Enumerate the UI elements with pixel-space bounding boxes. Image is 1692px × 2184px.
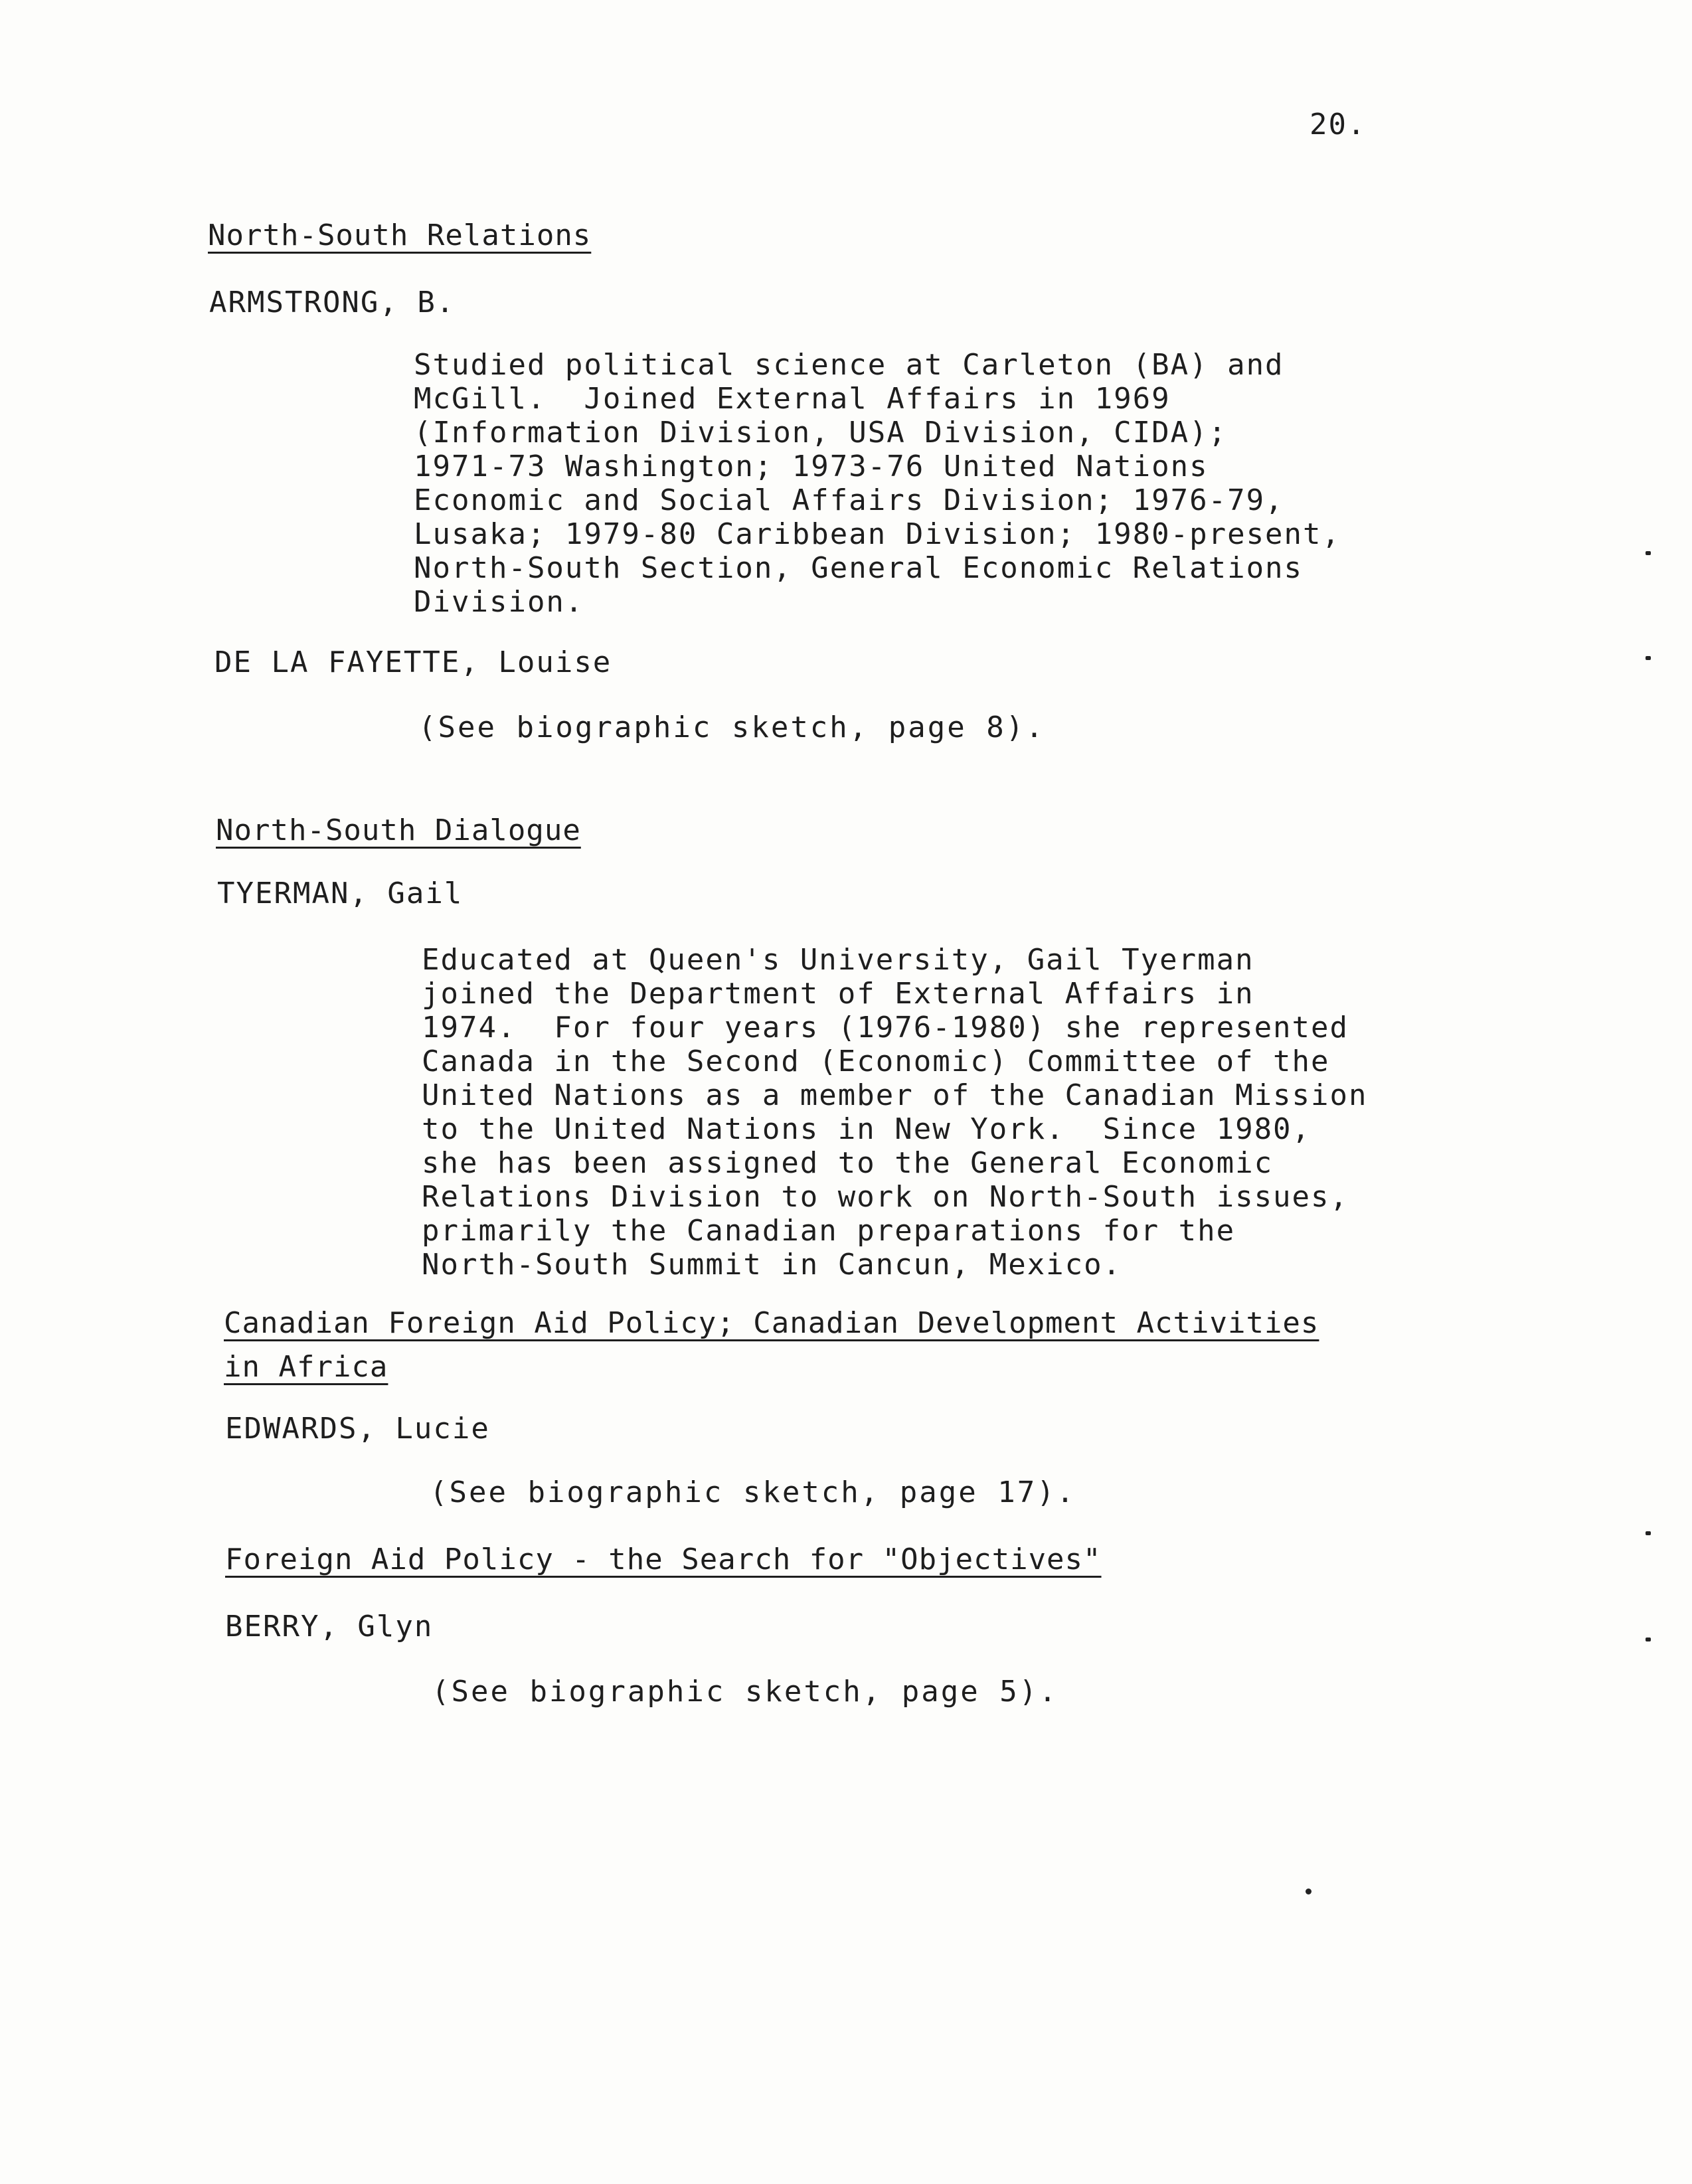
entry-name-armstrong: ARMSTRONG, B. xyxy=(209,286,456,319)
bio-line: Division. xyxy=(414,585,584,619)
bio-line: she has been assigned to the General Economic xyxy=(422,1146,1274,1180)
section-heading-canadian-foreign-aid-policy xyxy=(224,1302,1319,1389)
bio-line: 1974. For four years (1976-1980) she represented xyxy=(422,1011,1349,1045)
bio-line: Studied political science at Carleton (BA) and xyxy=(414,348,1284,382)
bio-line: joined the Department of External Affairs in xyxy=(422,977,1254,1011)
bio-line: primarily the Canadian preparations for the xyxy=(422,1214,1236,1248)
bio-line: (Information Division, USA Division, CIDA); xyxy=(414,416,1228,450)
bio-line: McGill. Joined External Affairs in 1969 xyxy=(414,382,1171,416)
bio-line: Economic and Social Affairs Division; 1976-79, xyxy=(414,483,1284,517)
section-heading-north-south-relations: North-South Relations xyxy=(208,218,592,252)
margin-speck xyxy=(1306,1889,1311,1894)
section-heading-foreign-aid-objectives: Foreign Aid Policy - the Search for "Objectives" xyxy=(225,1543,1102,1576)
entry-bio-armstrong xyxy=(414,348,1341,619)
margin-speck xyxy=(1646,551,1651,555)
bio-line: 1971-73 Washington; 1973-76 United Nations xyxy=(414,450,1209,483)
margin-speck xyxy=(1646,1638,1651,1641)
bio-line: Canada in the Second (Economic) Committee of the xyxy=(422,1045,1330,1078)
heading-line: in Africa xyxy=(224,1350,388,1384)
bio-line: North-South Section, General Economic Relations xyxy=(414,551,1304,585)
bio-line: Lusaka; 1979-80 Caribbean Division; 1980-present, xyxy=(414,517,1341,551)
bio-line: United Nations as a member of the Canadian Mission xyxy=(422,1078,1368,1112)
entry-bio-tyerman xyxy=(422,943,1368,1282)
bio-line: North-South Summit in Cancun, Mexico. xyxy=(422,1248,1122,1282)
entry-see-de-la-fayette: (See biographic sketch, page 8). xyxy=(418,711,1045,744)
margin-speck xyxy=(1646,1531,1651,1535)
entry-name-tyerman: TYERMAN, Gail xyxy=(217,877,464,910)
entry-see-edwards: (See biographic sketch, page 17). xyxy=(430,1475,1076,1509)
entry-see-berry: (See biographic sketch, page 5). xyxy=(432,1675,1058,1709)
margin-speck xyxy=(1646,656,1651,660)
entry-name-berry: BERRY, Glyn xyxy=(225,1610,434,1643)
bio-line: to the United Nations in New York. Since 1980, xyxy=(422,1112,1311,1146)
entry-name-de-la-fayette: DE LA FAYETTE, Louise xyxy=(214,645,612,679)
page-number: 20. xyxy=(1310,108,1367,141)
bio-line: Relations Division to work on North-South issues, xyxy=(422,1180,1349,1214)
section-heading-north-south-dialogue: North-South Dialogue xyxy=(216,813,581,847)
entry-name-edwards: EDWARDS, Lucie xyxy=(225,1412,490,1446)
bio-line: Educated at Queen's University, Gail Tyerman xyxy=(422,943,1254,977)
heading-line: Canadian Foreign Aid Policy; Canadian Development Activities xyxy=(224,1306,1319,1340)
